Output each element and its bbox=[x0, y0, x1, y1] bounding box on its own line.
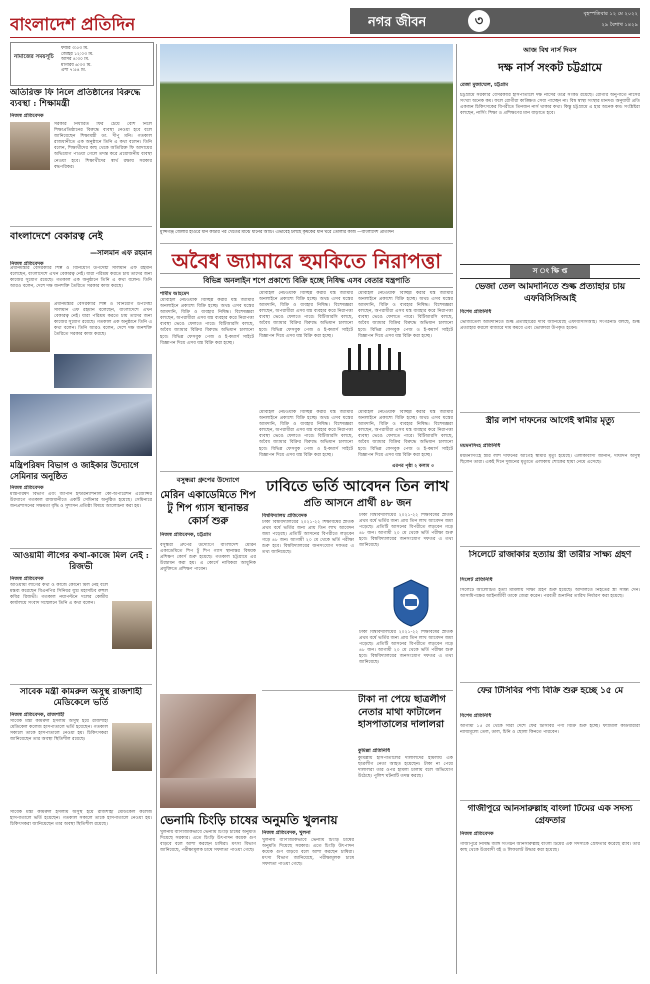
du-body-col2: ঢাকা বিশ্ববিদ্যালয়ের ২০২১-২২ শিক্ষাবর্ষের স্নাতক প্রথম বর্ষে ভর্তির জন্য প্রায় তিন লাখ আবেদন জমা পড়েছে। প্রতিটি আসনের বিপরীতে লড়বেন গড়ে ৪৮ জন। আগামী ২০ মে থেকে ভর্তি পরীক্ষা শুরু হবে। বিশ্ববিদ্যালয়ের জনসংযোগ দফতর এ তথ্য জানিয়েছে। bbox=[359, 513, 453, 549]
divider bbox=[10, 684, 152, 685]
kicker: আজ বিশ্ব নার্স দিবস bbox=[523, 46, 577, 54]
shrimp-photo-main bbox=[160, 694, 256, 778]
date-gregorian: বৃহস্পতিবার ১২ মে ২০২২ bbox=[583, 11, 638, 17]
article-tcb bbox=[460, 686, 640, 798]
byline: নিজস্ব প্রতিবেদক bbox=[10, 485, 44, 491]
hospital-byline: কুমিল্লা প্রতিনিধি bbox=[358, 748, 391, 754]
article-gazipur bbox=[460, 804, 640, 974]
headline: মেরিন একাডেমিতে শিপ টু শিপ গ্যাস স্থানান্তর কোর্স শুরু bbox=[160, 490, 256, 527]
prayer-title: নামাজের সময়সূচি bbox=[14, 54, 54, 60]
prayer-line: জোহর ১২:০৩ মি. bbox=[61, 51, 94, 57]
byline: ময়মনসিংহ প্রতিনিধি bbox=[460, 443, 501, 449]
prayer-line: এশা ৭:৫৪ মি. bbox=[61, 68, 87, 74]
article-seminar bbox=[10, 394, 152, 544]
hero-photo-rice-field bbox=[160, 44, 453, 228]
portrait-photo bbox=[112, 601, 152, 649]
event-photo bbox=[54, 354, 152, 388]
body-text: আগামী ১৫ মে থেকে সারা দেশে ফের টিসিবির পণ্য বিক্রি শুরু হচ্ছে। ফ্যামিলি কার্ডধারীরা ন্যায্যমূল্যে তেল, ডাল, চিনি ও ছোলা কিনতে পারবেন। bbox=[460, 724, 640, 736]
byline: নিজস্ব প্রতিবেদক bbox=[10, 576, 44, 582]
page-number-badge bbox=[468, 10, 490, 32]
body-text: ময়মনসিংহে স্ত্রীর লাশ দাফনের আগেই স্বামীর মৃত্যু হয়েছে। এলাকাবাসী জানান, দীর্ঘদিন অসুস্থ ছিলেন তারা। একই দিনে দুজনের মৃত্যুতে এলাকায় শোকের ছায়া নেমে এসেছে। bbox=[460, 454, 640, 466]
author: —সালমান এফ রহমান bbox=[90, 248, 152, 257]
article-nurse bbox=[460, 44, 640, 262]
shrimp-headline: ভেনামি চিংড়ি চাষের অনুমতি খুলনায় bbox=[160, 813, 338, 827]
prayer-times bbox=[61, 46, 151, 74]
divider bbox=[460, 800, 640, 801]
jammer-subtitle bbox=[160, 273, 453, 288]
headline: ফের টিসিবির পণ্য বিক্রি শুরু হচ্ছে ১৫ মে bbox=[477, 686, 623, 696]
article-oil bbox=[460, 282, 640, 410]
hospital-headline: টাকা না পেয়ে ছাত্রলীগ নেতার মাথা ফাটালেন হাসপাতালের দালালরা bbox=[358, 694, 446, 730]
page-number: ৩ bbox=[474, 14, 484, 29]
shrimp-body-col1: খুলনায় বাণিজ্যিকভাবে ভেনামি চিংড়ি চাষের অনুমতি দিয়েছে সরকার। এতে চিংড়ি উৎপাদন কয়েক গুণ বাড়বে বলে আশা করছেন চাষিরা। মৎস্য বিভাগ জানিয়েছে, পরীক্ষামূলক চাষে সফলতা পাওয়া গেছে। bbox=[160, 830, 256, 854]
subtitle-text: বিভিন্ন অনলাইন শপে প্রকাশ্যে বিক্রি হচ্ছে নিষিদ্ধ এসব বেতার যন্ত্রপাতি bbox=[203, 276, 410, 285]
jammer-device-photo bbox=[330, 340, 420, 406]
masthead bbox=[10, 6, 640, 40]
jammer-page-ref: এরপর পৃষ্ঠা ২ কলাম ৩ bbox=[392, 464, 434, 469]
headline: সিলেটে রাজাকার হত্যায় স্ত্রী তারীর সাক্ষ্য গ্রহণ bbox=[468, 550, 632, 560]
article-awami bbox=[10, 551, 152, 681]
body-text: গাজীপুরে নিষিদ্ধ জঙ্গি সংগঠন আনসারুল্লাহ বাংলা টিমের এক সদস্যকে গ্রেফতার করেছে র‌্যাব। তার কাছ থেকে উগ্রবাদী বই ও লিফলেট উদ্ধার করা হয়েছে। bbox=[460, 842, 640, 854]
prayer-line: মাগরিব ৬:৩৩ মি. bbox=[61, 62, 92, 68]
prayer-box bbox=[10, 42, 154, 86]
prayer-line: আসর ৪:৩০ মি. bbox=[61, 57, 90, 63]
divider bbox=[160, 243, 453, 244]
portrait-photo bbox=[112, 723, 152, 771]
byline: বিশেষ প্রতিনিধি bbox=[460, 309, 492, 315]
jammer-headline: অবৈধ জ্যামারে হুমকিতে নিরাপত্তা bbox=[171, 249, 442, 273]
divider bbox=[10, 226, 152, 227]
jammer-body-col2: মোবাইল নেটওয়ার্ক বিচ্ছিন্ন করার যন্ত্র জ্যামার অনলাইনে প্রকাশ্যে বিক্রি হচ্ছে। অথচ এসব যন্ত্রের আমদানি, বিক্রি ও ব্যবহার নিষিদ্ধ। বিশেষজ্ঞরা বলছেন, অপরাধীরা এসব যন্ত্র ব্যবহার করে নিরাপত্তা ব্যবস্থা ভেঙে ফেলতে পারে। বিটিআরসি বলছে, অবৈধ জ্যামার বিক্রির বিরুদ্ধে অভিযান চালানো হবে। বিভিন্ন ফেসবুক পেজ ও ই-কমার্স সাইটে বিজ্ঞাপন দিয়ে এসব যন্ত্র বিক্রি করা হচ্ছে। bbox=[259, 291, 353, 339]
headline: সাবেক মন্ত্রী কামরুল অসুস্থ রাজশাহী মেডিকেলে ভর্তি bbox=[19, 687, 143, 708]
byline: নিজস্ব প্রতিবেদক, চট্টগ্রাম bbox=[160, 532, 211, 538]
briefs-banner bbox=[460, 264, 640, 279]
article-kamrul bbox=[10, 687, 152, 807]
logo: বাংলাদেশ প্রতিদিন bbox=[10, 15, 136, 35]
body-text: বসুন্ধরা গ্রুপের উদ্যোগে বাংলাদেশ মেরিন একাডেমিতে শিপ টু শিপ গ্যাস স্থানান্তর বিষয়ক প্রশিক্ষণ কোর্স শুরু হয়েছে। গতকাল চট্টগ্রামে এর উদ্বোধন করা হয়। এ কোর্সে নাবিকরা আধুনিক প্রযুক্তিতে প্রশিক্ষণ পাবেন। bbox=[160, 543, 256, 573]
du-headline: ঢাবিতে ভর্তি আবেদন তিন লাখ bbox=[266, 478, 449, 495]
du-byline: বিশ্ববিদ্যালয় প্রতিবেদক bbox=[262, 513, 308, 519]
byline: রেজা মুজাম্মেল, চট্টগ্রাম bbox=[460, 82, 509, 88]
university-emblem-icon bbox=[390, 578, 432, 628]
divider bbox=[460, 546, 640, 547]
jammer-device-icon bbox=[330, 340, 420, 406]
hospital-body: কুমিল্লায় হাসপাতালের দালালদের হামলায় এক ছাত্রলীগ নেতা আহত হয়েছেন। টাকা না পেয়ে দালালরা তার ওপর হামলা চালায় বলে অভিযোগ উঠেছে। পুলিশ ঘটনাটি তদন্ত করছে। bbox=[358, 756, 453, 780]
left-bottom-text: সাবেক মন্ত্রী কামরুল ইসলাম অসুস্থ হয়ে রাজশাহী মেডিকেল কলেজ হাসপাতালে ভর্তি হয়েছেন। গতকাল সকালে তাকে হাসপাতালে নেওয়া হয়। চিকিৎসকরা জানিয়েছেন তার অবস্থা স্থিতিশীল রয়েছে। bbox=[10, 810, 152, 828]
portrait-photo bbox=[10, 302, 50, 352]
masthead-rule bbox=[10, 37, 640, 38]
headline: দক্ষ নার্স সংকট চট্টগ্রামে bbox=[498, 61, 602, 74]
body-text: চট্টগ্রামে সরকারি বেসরকারি হাসপাতালে দক্ষ নার্সের তীব্র সংকট রয়েছে। রোগীর অনুপাতে নার্সের সংখ্যা অনেক কম। ফলে রোগীরা কাঙ্ক্ষিত সেবা পাচ্ছেন না। বিশ্ব স্বাস্থ্য সংস্থার মানদণ্ড অনুযায়ী প্রতি একজন চিকিৎসকের বিপরীতে তিনজন নার্স থাকার কথা। কিন্তু চট্টগ্রামে এ হার অনেক কম। সংশ্লিষ্টরা বলছেন, নার্সিং শিক্ষা ও প্রশিক্ষণের মান বাড়াতে হবে। bbox=[460, 93, 640, 117]
du-logo bbox=[390, 578, 432, 628]
article-sylhet bbox=[460, 550, 640, 680]
article-unemployment bbox=[10, 230, 152, 390]
column-divider bbox=[156, 44, 157, 974]
prayer-line: ফজর ৩:৫৩ মি. bbox=[61, 46, 89, 51]
headline: আওয়ামী লীগের কথা-কাজে মিল নেই : রিজভী bbox=[13, 551, 149, 572]
headline: ভেজা তেল আমদানিতে শুল্ক প্রত্যাহার চায় এফবিসিসিআই bbox=[474, 282, 626, 304]
divider bbox=[262, 690, 453, 691]
body-text: প্রধানমন্ত্রীর বেসরকারি শিল্প ও বিনিয়োগ উপদেষ্টা সালমান এফ রহমান বলেছেন, বাংলাদেশে এখন বেকারত্ব নেই। যারা পরিশ্রম করতে চায় তাদের জন্য কাজের সুযোগ রয়েছে। গতকাল এক অনুষ্ঠানে তিনি এ কথা বলেন। তিনি আরও বলেন, দেশে দক্ষ জনশক্তি তৈরিতে সরকার কাজ করছে। bbox=[10, 266, 152, 290]
headline: মন্ত্রিপরিষদ বিভাগ ও জাইকার উদ্যোগে সেমিনার অনুষ্ঠিত bbox=[10, 460, 139, 481]
body-text-cont: প্রধানমন্ত্রীর বেসরকারি শিল্প ও বিনিয়োগ উপদেষ্টা সালমান এফ রহমান বলেছেন, বাংলাদেশে এখন বেকারত্ব নেই। যারা পরিশ্রম করতে চায় তাদের জন্য কাজের সুযোগ রয়েছে। গতকাল এক অনুষ্ঠানে তিনি এ কথা বলেন। তিনি আরও বলেন, দেশে দক্ষ জনশক্তি তৈরিতে সরকার কাজ করছে। bbox=[54, 302, 152, 338]
byline: নিজস্ব প্রতিবেদক, রাজশাহী bbox=[10, 712, 65, 718]
portrait-photo bbox=[10, 122, 50, 170]
date-bangla: ২৯ বৈশাখ ১৪২৯ bbox=[601, 22, 638, 28]
body-text: মন্ত্রিপরিষদ বিভাগ এবং জাপান ইন্টারন্যাশনাল কো-অপারেশন এজেন্সির উদ্যোগে গতকাল রাজধানীতে একটি সেমিনার অনুষ্ঠিত হয়েছে। সেমিনারে জনপ্রশাসনের সক্ষমতা বৃদ্ধি ও সুশাসন প্রতিষ্ঠা বিষয়ে আলোচনা করা হয়। bbox=[10, 492, 152, 510]
jammer-byline: শামীম আহমেদ bbox=[160, 291, 190, 297]
body-text: সিলেটে আলোচিত হত্যা মামলায় সাক্ষ্য গ্রহণ শুরু হয়েছে। আদালতে নিহতের স্ত্রী সাক্ষ্য দেন। আসামিপক্ষের আইনজীবী তাকে জেরা করেন। পরবর্তী শুনানির তারিখ নির্ধারণ করা হয়েছে। bbox=[460, 588, 640, 600]
headline: গাজীপুরে আনসারুল্লাহ বাংলা টিমের এক সদস্য গ্রেফতার bbox=[467, 804, 633, 826]
body-text: ভোজ্যতেল আমদানিতে শুল্ক প্রত্যাহারের দাবি জানিয়েছে এফবিসিসিআই। সংগঠনটি বলছে, শুল্ক প্রত্যাহার করলে বাজারে দাম কমবে এবং ভোক্তারা উপকৃত হবেন। bbox=[460, 320, 640, 332]
headline: স্ত্রীর লাশ দাফনের আগেই স্বামীর মৃত্যু bbox=[485, 416, 615, 426]
date-box bbox=[526, 11, 638, 30]
du-body-col1: ঢাকা বিশ্ববিদ্যালয়ের ২০২১-২২ শিক্ষাবর্ষের স্নাতক প্রথম বর্ষে ভর্তির জন্য প্রায় তিন লাখ আবেদন জমা পড়েছে। প্রতিটি আসনের বিপরীতে লড়বেন গড়ে ৪৮ জন। আগামী ২০ মে থেকে ভর্তি পরীক্ষা শুরু হবে। বিশ্ববিদ্যালয়ের জনসংযোগ দফতর এ তথ্য জানিয়েছে। bbox=[262, 520, 354, 556]
byline: নিজস্ব প্রতিবেদক bbox=[10, 113, 44, 119]
shrimp-byline: নিজস্ব প্রতিবেদক, খুলনা bbox=[262, 830, 311, 836]
section-banner bbox=[350, 8, 640, 34]
article-extra-fee bbox=[10, 88, 152, 223]
divider bbox=[460, 412, 640, 413]
jammer-body-col1: মোবাইল নেটওয়ার্ক বিচ্ছিন্ন করার যন্ত্র জ্যামার অনলাইনে প্রকাশ্যে বিক্রি হচ্ছে। অথচ এসব যন্ত্রের আমদানি, বিক্রি ও ব্যবহার নিষিদ্ধ। বিশেষজ্ঞরা বলছেন, অপরাধীরা এসব যন্ত্র ব্যবহার করে নিরাপত্তা ব্যবস্থা ভেঙে ফেলতে পারে। বিটিআরসি বলছে, অবৈধ জ্যামার বিক্রির বিরুদ্ধে অভিযান চালানো হবে। বিভিন্ন ফেসবুক পেজ ও ই-কমার্স সাইটে বিজ্ঞাপন দিয়ে এসব যন্ত্র বিক্রি করা হচ্ছে। bbox=[160, 298, 254, 346]
divider bbox=[10, 548, 152, 549]
du-subtitle: প্রতি আসনে প্রার্থী ৪৮ জন bbox=[303, 498, 412, 509]
byline: বিশেষ প্রতিনিধি bbox=[460, 713, 492, 719]
divider bbox=[460, 682, 640, 683]
jammer-body-col3: মোবাইল নেটওয়ার্ক বিচ্ছিন্ন করার যন্ত্র জ্যামার অনলাইনে প্রকাশ্যে বিক্রি হচ্ছে। অথচ এসব যন্ত্রের আমদানি, বিক্রি ও ব্যবহার নিষিদ্ধ। বিশেষজ্ঞরা বলছেন, অপরাধীরা এসব যন্ত্র ব্যবহার করে নিরাপত্তা ব্যবস্থা ভেঙে ফেলতে পারে। বিটিআরসি বলছে, অবৈধ জ্যামার বিক্রির বিরুদ্ধে অভিযান চালানো হবে। বিভিন্ন ফেসবুক পেজ ও ই-কমার্স সাইটে বিজ্ঞাপন দিয়ে এসব যন্ত্র বিক্রি করা হচ্ছে। bbox=[358, 291, 453, 339]
shrimp-body-col2: খুলনায় বাণিজ্যিকভাবে ভেনামি চিংড়ি চাষের অনুমতি দিয়েছে সরকার। এতে চিংড়ি উৎপাদন কয়েক গুণ বাড়বে বলে আশা করছেন চাষিরা। মৎস্য বিভাগ জানিয়েছে, পরীক্ষামূলক চাষে সফলতা পাওয়া গেছে। bbox=[262, 838, 354, 868]
seminar-photo bbox=[10, 394, 152, 456]
divider bbox=[160, 471, 453, 472]
headline: বাংলাদেশে বেকারত্ব নেই bbox=[10, 231, 103, 242]
kicker: বসুন্ধরা গ্রুপের উদ্যোগে bbox=[176, 476, 240, 484]
hero-photo-caption: মুন্সিগঞ্জ জেলার হাওরে ধান কাটার পর খেতের মাঝে ধানের আঁটি। এভাবেই চলছে কৃষকের ধান ঘরে তোলার কাজ —বাংলাদেশ প্রতিদিন bbox=[160, 230, 394, 235]
column-divider bbox=[456, 44, 457, 974]
body-text: আওয়ামী লীগের কথা ও কাজে কোনো মিল নেই বলে মন্তব্য করেছেন বিএনপির সিনিয়র যুগ্ম মহাসচিব রুহুল কবির রিজভী। গতকাল নয়াপল্টনে দলের কেন্দ্রীয় কার্যালয়ে সংবাদ সম্মেলনে তিনি এ কথা বলেন। bbox=[10, 583, 108, 607]
article-husband bbox=[460, 416, 640, 544]
body-text: সাবেক মন্ত্রী কামরুল ইসলাম অসুস্থ হয়ে রাজশাহী মেডিকেল কলেজ হাসপাতালে ভর্তি হয়েছেন। গতকাল সকালে তাকে হাসপাতালে নেওয়া হয়। চিকিৎসকরা জানিয়েছেন তার অবস্থা স্থিতিশীল রয়েছে। bbox=[10, 719, 108, 743]
du-body-col2b: ঢাকা বিশ্ববিদ্যালয়ের ২০২১-২২ শিক্ষাবর্ষের স্নাতক প্রথম বর্ষে ভর্তির জন্য প্রায় তিন লাখ আবেদন জমা পড়েছে। প্রতিটি আসনের বিপরীতে লড়বেন গড়ে ৪৮ জন। আগামী ২০ মে থেকে ভর্তি পরীক্ষা শুরু হবে। বিশ্ববিদ্যালয়ের জনসংযোগ দফতর এ তথ্য জানিয়েছে। bbox=[359, 630, 453, 666]
jammer-body-col3b: মোবাইল নেটওয়ার্ক বিচ্ছিন্ন করার যন্ত্র জ্যামার অনলাইনে প্রকাশ্যে বিক্রি হচ্ছে। অথচ এসব যন্ত্রের আমদানি, বিক্রি ও ব্যবহার নিষিদ্ধ। বিশেষজ্ঞরা বলছেন, অপরাধীরা এসব যন্ত্র ব্যবহার করে নিরাপত্তা ব্যবস্থা ভেঙে ফেলতে পারে। বিটিআরসি বলছে, অবৈধ জ্যামার বিক্রির বিরুদ্ধে অভিযান চালানো হবে। বিভিন্ন ফেসবুক পেজ ও ই-কমার্স সাইটে বিজ্ঞাপন দিয়ে এসব যন্ত্র বিক্রি করা হচ্ছে। bbox=[358, 410, 453, 458]
byline: নিজস্ব প্রতিবেদক bbox=[460, 831, 494, 837]
section-title: নগর জীবন bbox=[368, 15, 427, 30]
body-text: সরকার নির্ধারিত ফির চেয়ে বেশি নিলে শিক্ষাপ্রতিষ্ঠানের বিরুদ্ধে ব্যবস্থা নেওয়া হবে বলে জানিয়েছেন শিক্ষামন্ত্রী ডা. দীপু মনি। গতকাল রাজধানীতে এক অনুষ্ঠানে তিনি এ কথা বলেন। তিনি বলেন, শিক্ষার্থীদের কাছ থেকে অতিরিক্ত ফি আদায়ের অভিযোগ পাওয়া গেলে তদন্ত করে প্রয়োজনীয় ব্যবস্থা নেওয়া হবে। শিক্ষার্থীদের স্বার্থ রক্ষায় সরকার বদ্ধপরিকর। bbox=[54, 122, 152, 170]
jammer-body-col2b: মোবাইল নেটওয়ার্ক বিচ্ছিন্ন করার যন্ত্র জ্যামার অনলাইনে প্রকাশ্যে বিক্রি হচ্ছে। অথচ এসব যন্ত্রের আমদানি, বিক্রি ও ব্যবহার নিষিদ্ধ। বিশেষজ্ঞরা বলছেন, অপরাধীরা এসব যন্ত্র ব্যবহার করে নিরাপত্তা ব্যবস্থা ভেঙে ফেলতে পারে। বিটিআরসি বলছে, অবৈধ জ্যামার বিক্রির বিরুদ্ধে অভিযান চালানো হবে। বিভিন্ন ফেসবুক পেজ ও ই-কমার্স সাইটে বিজ্ঞাপন দিয়ে এসব যন্ত্র বিক্রি করা হচ্ছে। bbox=[259, 410, 353, 458]
headline: অতিরিক্ত ফি নিলে প্রতিষ্ঠানের বিরুদ্ধে ব্যবস্থা : শিক্ষামন্ত্রী bbox=[10, 88, 141, 109]
briefs-title: স ং ক্ষি প্ত bbox=[510, 265, 590, 278]
byline: সিলেট প্রতিনিধি bbox=[460, 577, 493, 583]
shrimp-photo bbox=[160, 778, 256, 808]
byline: নিজস্ব প্রতিবেদক bbox=[10, 261, 44, 267]
